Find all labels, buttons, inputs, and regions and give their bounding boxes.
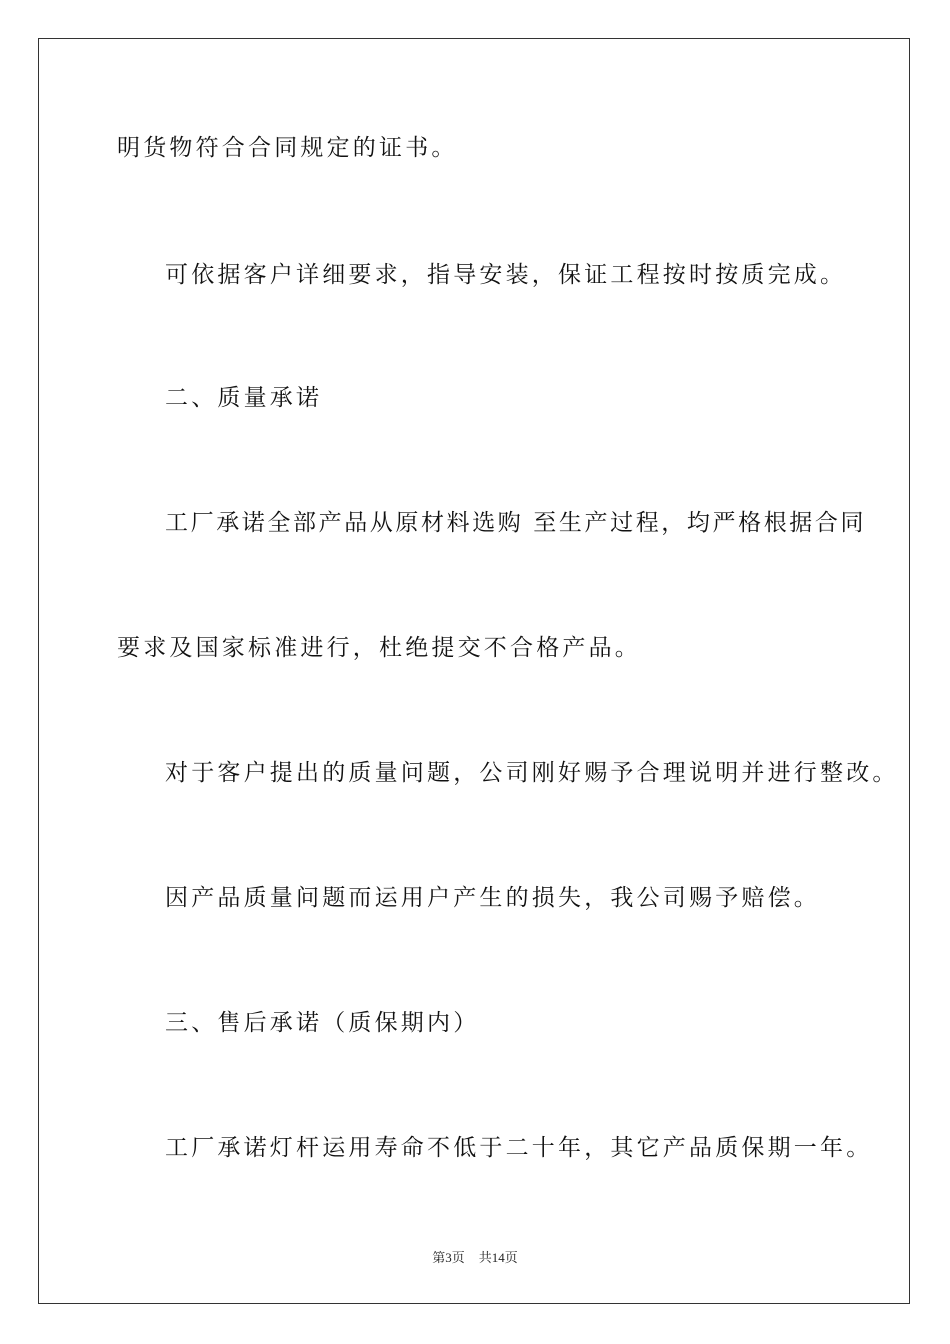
paragraph-installation-guidance: 可依据客户详细要求，指导安装，保证工程按时按质完成。 (165, 262, 847, 288)
paragraph-quality-issues: 对于客户提出的质量问题，公司刚好赐予合理说明并进行整改。 (165, 760, 899, 786)
paragraph-quality-line-1: 工厂承诺全部产品从原材料选购 至生产过程，均严格根据合同 (165, 510, 867, 536)
section-heading-after-sales: 三、售后承诺（质保期内） (165, 1010, 480, 1036)
page-number: 第3页 (432, 1250, 465, 1265)
paragraph-continuation: 明货物符合合同规定的证书。 (117, 135, 458, 161)
paragraph-quality-line-2: 要求及国家标准进行，杜绝提交不合格产品。 (117, 635, 641, 661)
section-heading-quality-commitment: 二、质量承诺 (165, 385, 323, 411)
page-total: 共14页 (478, 1250, 518, 1265)
page-border (38, 38, 910, 1304)
page-footer (0, 1247, 950, 1266)
paragraph-compensation: 因产品质量问题而运用户产生的损失，我公司赐予赔偿。 (165, 885, 820, 911)
paragraph-warranty: 工厂承诺灯杆运用寿命不低于二十年，其它产品质保期一年。 (165, 1135, 873, 1161)
